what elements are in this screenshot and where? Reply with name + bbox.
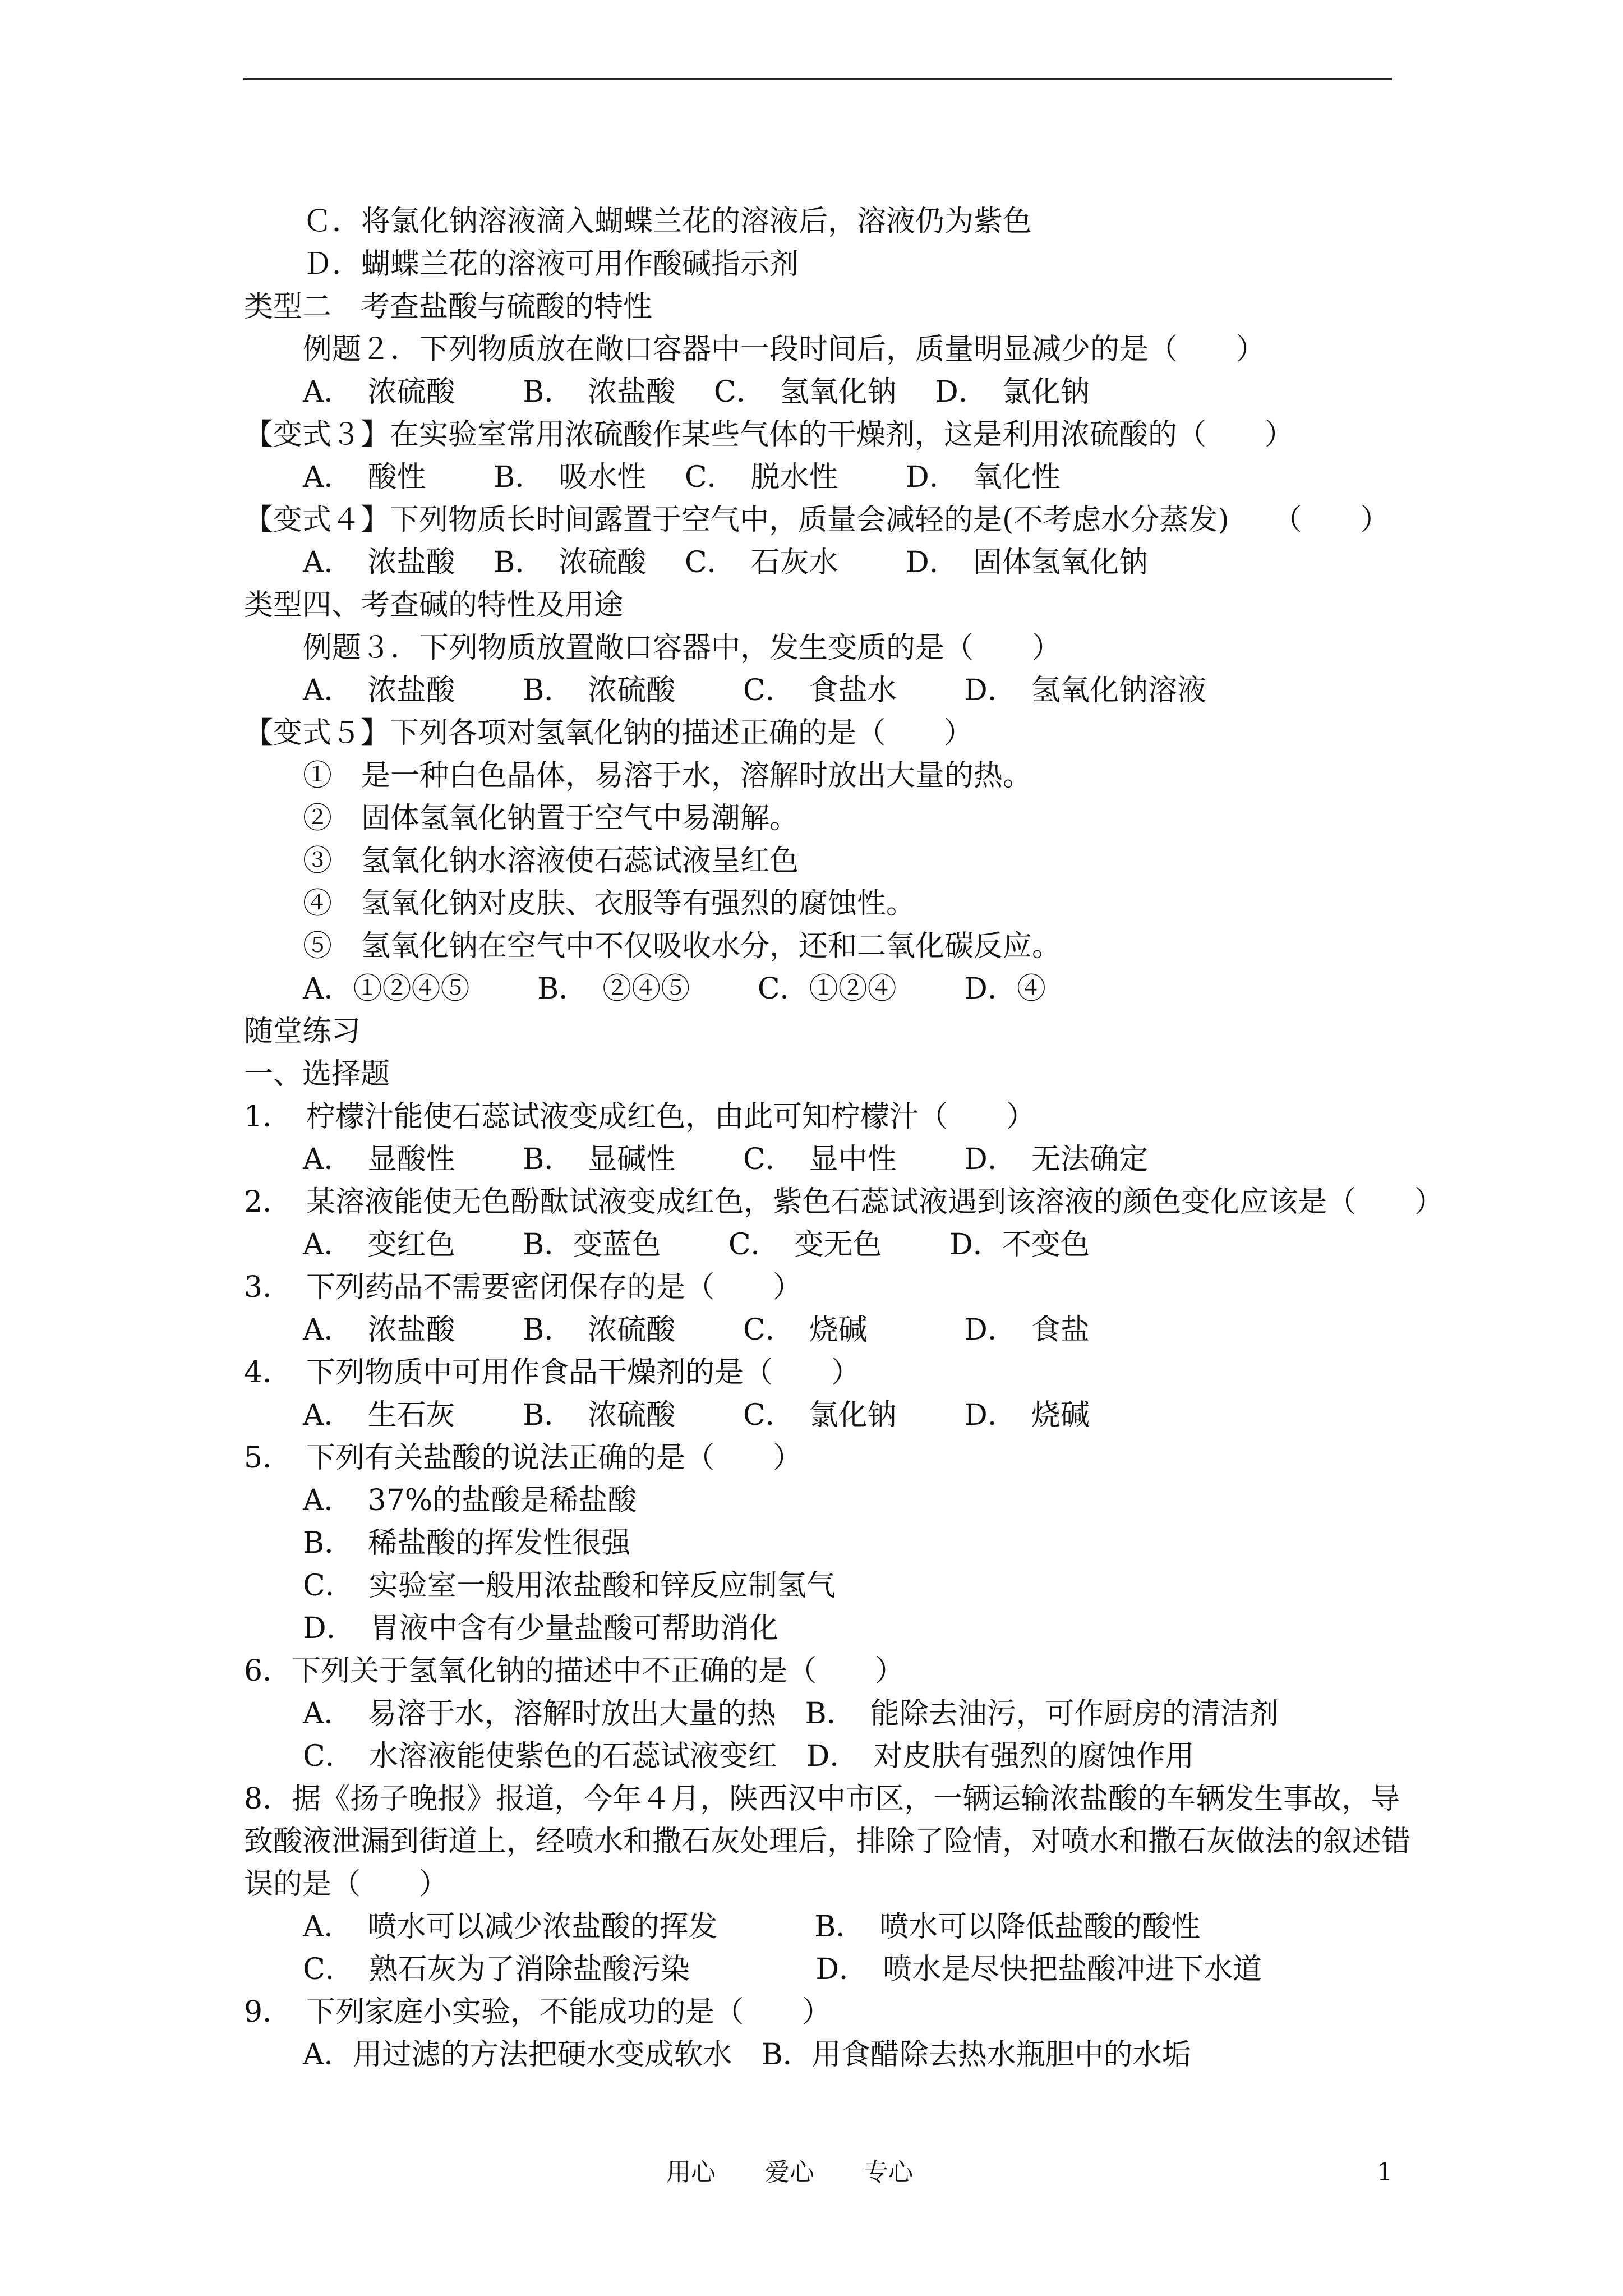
footer-motto: 用心 爱心 专心	[666, 2158, 913, 2187]
question-text: 5． 下列有关盐酸的说法正确的是（ ）	[244, 1441, 803, 1475]
answer-options: A．①②④⑤ B． ②④⑤ C．①②④ D．④	[303, 972, 1046, 1006]
question-text: 4． 下列物质中可用作食品干燥剂的是（ ）	[244, 1356, 861, 1389]
answer-options: C． 熟石灰为了消除盐酸污染 D． 喷水是尽快把盐酸冲进下水道	[303, 1953, 1262, 1986]
question-text: 1． 柠檬汁能使石蕊试液变成红色，由此可知柠檬汁（ ）	[244, 1100, 1036, 1134]
question-text: 例题２．下列物质放在敞口容器中一段时间后，质量明显减少的是（ ）	[303, 333, 1266, 366]
variant-question: 【变式３】在实验室常用浓硫酸作某些气体的干燥剂，这是利用浓硫酸的（ ）	[244, 418, 1294, 452]
variant-question: 【变式５】下列各项对氢氧化钠的描述正确的是（ ）	[244, 716, 974, 750]
answer-options: A． 浓盐酸 B． 浓硫酸 C． 烧碱 D． 食盐	[303, 1313, 1090, 1347]
section-heading: 类型二 考查盐酸与硫酸的特性	[244, 290, 653, 324]
answer-options: C． 水溶液能使紫色的石蕊试液变红 D． 对皮肤有强烈的腐蚀作用	[303, 1740, 1195, 1773]
section-heading: 一、选择题	[244, 1057, 390, 1091]
statement-item: ⑤ 氢氧化钠在空气中不仅吸收水分，还和二氧化碳反应。	[303, 930, 1062, 963]
statement-item: ① 是一种白色晶体，易溶于水，溶解时放出大量的热。	[303, 759, 1032, 793]
question-text: 致酸液泄漏到街道上，经喷水和撒石灰处理后，排除了险情，对喷水和撒石灰做法的叙述错	[244, 1825, 1411, 1858]
question-text: 2． 某溶液能使无色酚酞试液变成红色，紫色石蕊试液遇到该溶液的颜色变化应该是（ ）	[244, 1185, 1444, 1219]
answer-option: D． 胃液中含有少量盐酸可帮助消化	[303, 1612, 778, 1645]
answer-options: A． 浓盐酸 B． 浓硫酸 C． 食盐水 D． 氢氧化钠溶液	[303, 674, 1206, 707]
statement-item: ③ 氢氧化钠水溶液使石蕊试液呈红色	[303, 844, 799, 878]
answer-options: A． 显酸性 B． 显碱性 C． 显中性 D． 无法确定	[303, 1143, 1148, 1176]
section-heading: 随堂练习	[244, 1015, 361, 1048]
answer-options: A． 浓硫酸 B． 浓盐酸 C． 氢氧化钠 D． 氯化钠	[303, 375, 1090, 409]
section-heading: 类型四、考查碱的特性及用途	[244, 588, 624, 622]
variant-question: 【变式４】下列物质长时间露置于空气中，质量会减轻的是(不考虑水分蒸发) （ ）	[244, 503, 1390, 537]
question-text: 误的是（ ）	[244, 1867, 449, 1901]
answer-option: B． 稀盐酸的挥发性很强	[303, 1526, 631, 1560]
answer-options: A． 喷水可以减少浓盐酸的挥发 B． 喷水可以降低盐酸的酸性	[303, 1910, 1201, 1944]
answer-options: A． 浓盐酸 B． 浓硫酸 C． 石灰水 D． 固体氢氧化钠	[303, 546, 1148, 579]
question-text: 6．下列关于氢氧化钠的描述中不正确的是（ ）	[244, 1654, 905, 1688]
answer-options: A． 易溶于水，溶解时放出大量的热 B． 能除去油污，可作厨房的清洁剂	[303, 1697, 1279, 1731]
answer-options: A． 变红色 B．变蓝色 C． 变无色 D．不变色	[303, 1228, 1090, 1262]
answer-options: A． 酸性 B． 吸水性 C． 脱水性 D． 氧化性	[303, 461, 1061, 494]
page-number: 1	[1377, 2158, 1393, 2187]
answer-option: C． 实验室一般用浓盐酸和锌反应制氢气	[303, 1569, 836, 1603]
question-text: 例题３．下列物质放置敞口容器中，发生变质的是（ ）	[303, 631, 1062, 665]
option-c: Ｃ．将氯化钠溶液滴入蝴蝶兰花的溶液后，溶液仍为紫色	[303, 205, 1032, 238]
question-text: 3． 下列药品不需要密闭保存的是（ ）	[244, 1271, 803, 1304]
answer-option: A． 37%的盐酸是稀盐酸	[303, 1484, 637, 1517]
option-d: Ｄ．蝴蝶兰花的溶液可用作酸碱指示剂	[303, 247, 799, 281]
question-text: 8．据《扬子晚报》报道，今年４月，陕西汉中市区，一辆运输浓盐酸的车辆发生事故，导	[244, 1782, 1400, 1816]
statement-item: ④ 氢氧化钠对皮肤、衣服等有强烈的腐蚀性。	[303, 887, 916, 921]
answer-options: A． 生石灰 B． 浓硫酸 C． 氯化钠 D． 烧碱	[303, 1398, 1090, 1432]
answer-options: A．用过滤的方法把硬水变成软水 B．用食醋除去热水瓶胆中的水垢	[303, 2038, 1191, 2072]
statement-item: ② 固体氢氧化钠置于空气中易潮解。	[303, 802, 799, 835]
header-rule	[243, 78, 1392, 80]
question-text: 9． 下列家庭小实验，不能成功的是（ ）	[244, 1995, 832, 2029]
